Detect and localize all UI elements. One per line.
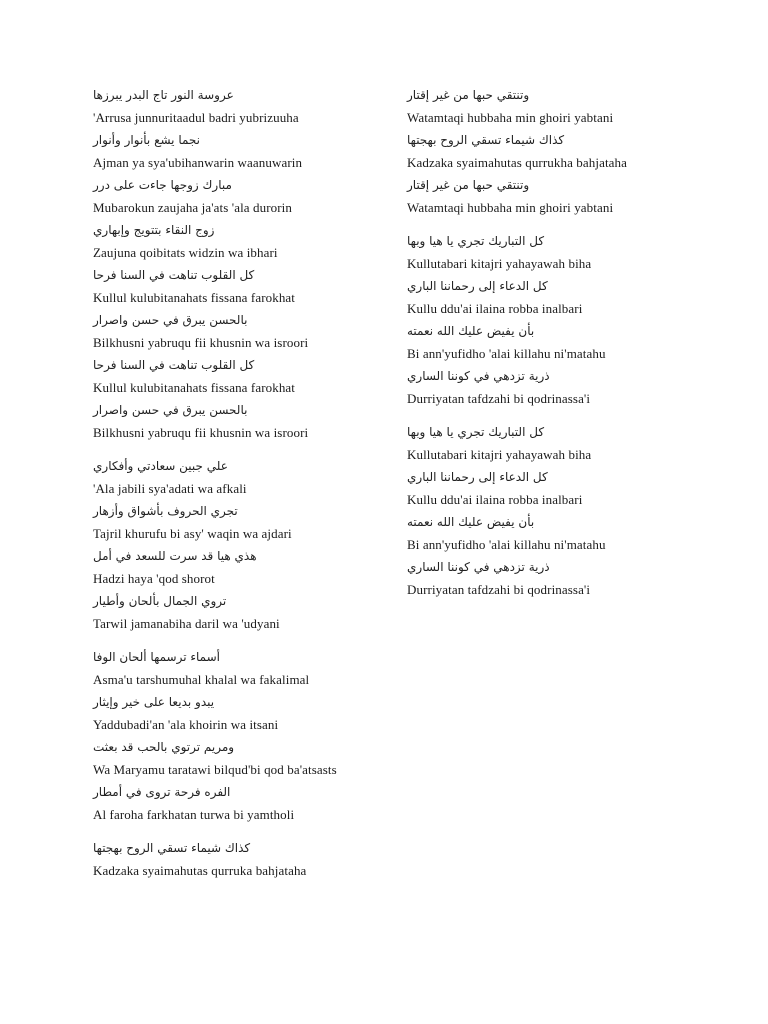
- arabic-line: [93, 500, 343, 523]
- stanza: [407, 421, 657, 601]
- transliteration-line: [407, 489, 657, 512]
- transliteration-text: Bi ann'yufidho 'alai killahu ni'matahu: [407, 536, 606, 552]
- transliteration-text: Al faroha farkhatan turwa bi yamtholi: [93, 806, 295, 822]
- arabic-text: تروي الجمال بألحان وأطيار: [93, 594, 227, 608]
- transliteration-text: Durriyatan tafdzahi bi qodrinassa'i: [407, 581, 591, 597]
- arabic-text: بأن يفيض عليك الله نعمته: [407, 324, 535, 338]
- transliteration-line: [407, 534, 657, 557]
- right-column: [407, 84, 657, 612]
- arabic-line: [93, 354, 343, 377]
- transliteration-line: [407, 107, 657, 130]
- transliteration-line: [93, 422, 343, 445]
- transliteration-line: [407, 253, 657, 276]
- arabic-line: [93, 309, 343, 332]
- arabic-line: [93, 837, 343, 860]
- transliteration-line: [93, 332, 343, 355]
- arabic-text: هذي هيا قد سرت للسعد في أمل: [93, 549, 257, 563]
- transliteration-line: [93, 523, 343, 546]
- arabic-text: بالحسن يبرق في حسن واصرار: [93, 403, 248, 417]
- arabic-line: [407, 511, 657, 534]
- transliteration-line: [93, 478, 343, 501]
- arabic-text: أسماء ترسمها ألحان الوفا: [93, 650, 220, 664]
- transliteration-text: Wa Maryamu taratawi bilqud'bi qod ba'atsasts: [93, 761, 337, 777]
- transliteration-text: Kullutabari kitajri yahayawah biha: [407, 255, 592, 271]
- arabic-text: كل القلوب تناهت في السنا فرحا: [93, 268, 255, 282]
- transliteration-line: [93, 804, 343, 827]
- transliteration-text: Watamtaqi hubbaha min ghoiri yabtani: [407, 109, 614, 125]
- arabic-line: [407, 365, 657, 388]
- transliteration-line: [93, 152, 343, 175]
- arabic-text: كل التباريك تجري يا هيا وبها: [407, 425, 545, 439]
- arabic-line: [93, 399, 343, 422]
- transliteration-line: [93, 287, 343, 310]
- transliteration-line: [93, 242, 343, 265]
- transliteration-line: [407, 579, 657, 602]
- transliteration-text: Kullu ddu'ai ilaina robba inalbari: [407, 300, 583, 316]
- arabic-line: [407, 84, 657, 107]
- arabic-text: كل الدعاء إلى رحماننا الباري: [407, 279, 548, 293]
- transliteration-text: Kadzaka syaimahutas qurrukha bahjataha: [407, 154, 628, 170]
- transliteration-line: [93, 759, 338, 782]
- arabic-text: بأن يفيض عليك الله نعمته: [407, 515, 535, 529]
- arabic-line: [93, 129, 343, 152]
- arabic-text: عروسة النور تاج البدر يبرزها: [93, 88, 234, 102]
- arabic-line: [407, 421, 657, 444]
- transliteration-line: [407, 298, 657, 321]
- transliteration-line: [407, 152, 657, 175]
- transliteration-text: Tajril khurufu bi asy' waqin wa ajdari: [93, 525, 292, 541]
- arabic-text: كذاك شيماء تسقي الروح بهجتها: [93, 841, 251, 855]
- transliteration-text: Tarwil jamanabiha daril wa 'udyani: [93, 615, 280, 631]
- arabic-text: بالحسن يبرق في حسن واصرار: [93, 313, 248, 327]
- arabic-line: [407, 174, 657, 197]
- arabic-text: مبارك زوجها جاءت على درر: [93, 178, 232, 192]
- arabic-text: علي جبين سعادتي وأفكاري: [93, 459, 228, 473]
- arabic-line: [93, 264, 343, 287]
- arabic-text: وتنتقي حبها من غير إقتار: [407, 178, 530, 192]
- transliteration-text: Hadzi haya 'qod shorot: [93, 570, 215, 586]
- arabic-line: [93, 646, 343, 669]
- arabic-text: ذرية تزدهي في كوننا الساري: [407, 560, 550, 574]
- arabic-text: ذرية تزدهي في كوننا الساري: [407, 369, 550, 383]
- arabic-text: كل التباريك تجري يا هيا وبها: [407, 234, 545, 248]
- stanza: [93, 84, 343, 444]
- stanza: [407, 230, 657, 410]
- stanza: [93, 837, 343, 882]
- arabic-text: يبدو بديعا على خير وإيثار: [93, 695, 215, 709]
- stanza: [93, 646, 343, 826]
- transliteration-text: Kullutabari kitajri yahayawah biha: [407, 446, 592, 462]
- transliteration-line: [93, 860, 343, 883]
- transliteration-line: [93, 568, 343, 591]
- arabic-line: [93, 455, 343, 478]
- arabic-text: ومريم ترتوي بالحب قد بعثت: [93, 740, 235, 754]
- arabic-line: [93, 545, 343, 568]
- arabic-line: [93, 84, 343, 107]
- transliteration-text: Bilkhusni yabruqu fii khusnin wa isroori: [93, 334, 309, 350]
- transliteration-text: Zaujuna qoibitats widzin wa ibhari: [93, 244, 278, 260]
- transliteration-line: [407, 343, 657, 366]
- transliteration-text: Watamtaqi hubbaha min ghoiri yabtani: [407, 199, 614, 215]
- arabic-line: [93, 174, 343, 197]
- transliteration-text: Kullul kulubitanahats fissana farokhat: [93, 289, 295, 305]
- transliteration-text: Yaddubadi'an 'ala khoirin wa itsani: [93, 716, 279, 732]
- transliteration-line: [93, 197, 343, 220]
- arabic-line: [407, 129, 657, 152]
- arabic-line: [93, 219, 343, 242]
- transliteration-text: Bilkhusni yabruqu fii khusnin wa isroori: [93, 424, 309, 440]
- arabic-text: كل القلوب تناهت في السنا فرحا: [93, 358, 255, 372]
- arabic-line: [93, 590, 343, 613]
- arabic-line: [407, 556, 657, 579]
- stanza: [93, 455, 343, 635]
- arabic-text: الفره فرحة تروى في أمطار: [93, 785, 231, 799]
- transliteration-text: 'Arrusa junnuritaadul badri yubrizuuha: [93, 109, 299, 125]
- arabic-text: تجري الحروف بأشواق وأزهار: [93, 504, 238, 518]
- stanza: [407, 84, 657, 219]
- arabic-line: [407, 275, 657, 298]
- transliteration-text: Kadzaka syaimahutas qurruka bahjataha: [93, 862, 307, 878]
- arabic-line: [407, 230, 657, 253]
- transliteration-line: [93, 613, 343, 636]
- transliteration-line: [93, 107, 343, 130]
- arabic-text: كل الدعاء إلى رحماننا الباري: [407, 470, 548, 484]
- transliteration-line: [407, 444, 657, 467]
- arabic-text: نجما يشع بأنوار وأنوار: [93, 133, 201, 147]
- arabic-text: وتنتقي حبها من غير إقتار: [407, 88, 530, 102]
- transliteration-line: [407, 388, 657, 411]
- transliteration-text: Mubarokun zaujaha ja'ats 'ala durorin: [93, 199, 292, 215]
- transliteration-text: Bi ann'yufidho 'alai killahu ni'matahu: [407, 345, 606, 361]
- transliteration-text: Ajman ya sya'ubihanwarin waanuwarin: [93, 154, 303, 170]
- transliteration-line: [93, 714, 343, 737]
- arabic-line: [407, 320, 657, 343]
- transliteration-line: [407, 197, 657, 220]
- arabic-line: [93, 691, 343, 714]
- transliteration-text: Kullu ddu'ai ilaina robba inalbari: [407, 491, 583, 507]
- arabic-line: [93, 781, 343, 804]
- left-column: [93, 84, 343, 893]
- transliteration-text: Durriyatan tafdzahi bi qodrinassa'i: [407, 390, 591, 406]
- transliteration-text: Kullul kulubitanahats fissana farokhat: [93, 379, 295, 395]
- arabic-text: زوج النقاء بتتويج وإبهاري: [93, 223, 215, 237]
- transliteration-line: [93, 669, 343, 692]
- transliteration-text: Asma'u tarshumuhal khalal wa fakalimal: [93, 671, 310, 687]
- arabic-line: [407, 466, 657, 489]
- transliteration-text: 'Ala jabili sya'adati wa afkali: [93, 480, 247, 496]
- arabic-text: كذاك شيماء تسقي الروح بهجتها: [407, 133, 565, 147]
- transliteration-line: [93, 377, 343, 400]
- arabic-line: [93, 736, 343, 759]
